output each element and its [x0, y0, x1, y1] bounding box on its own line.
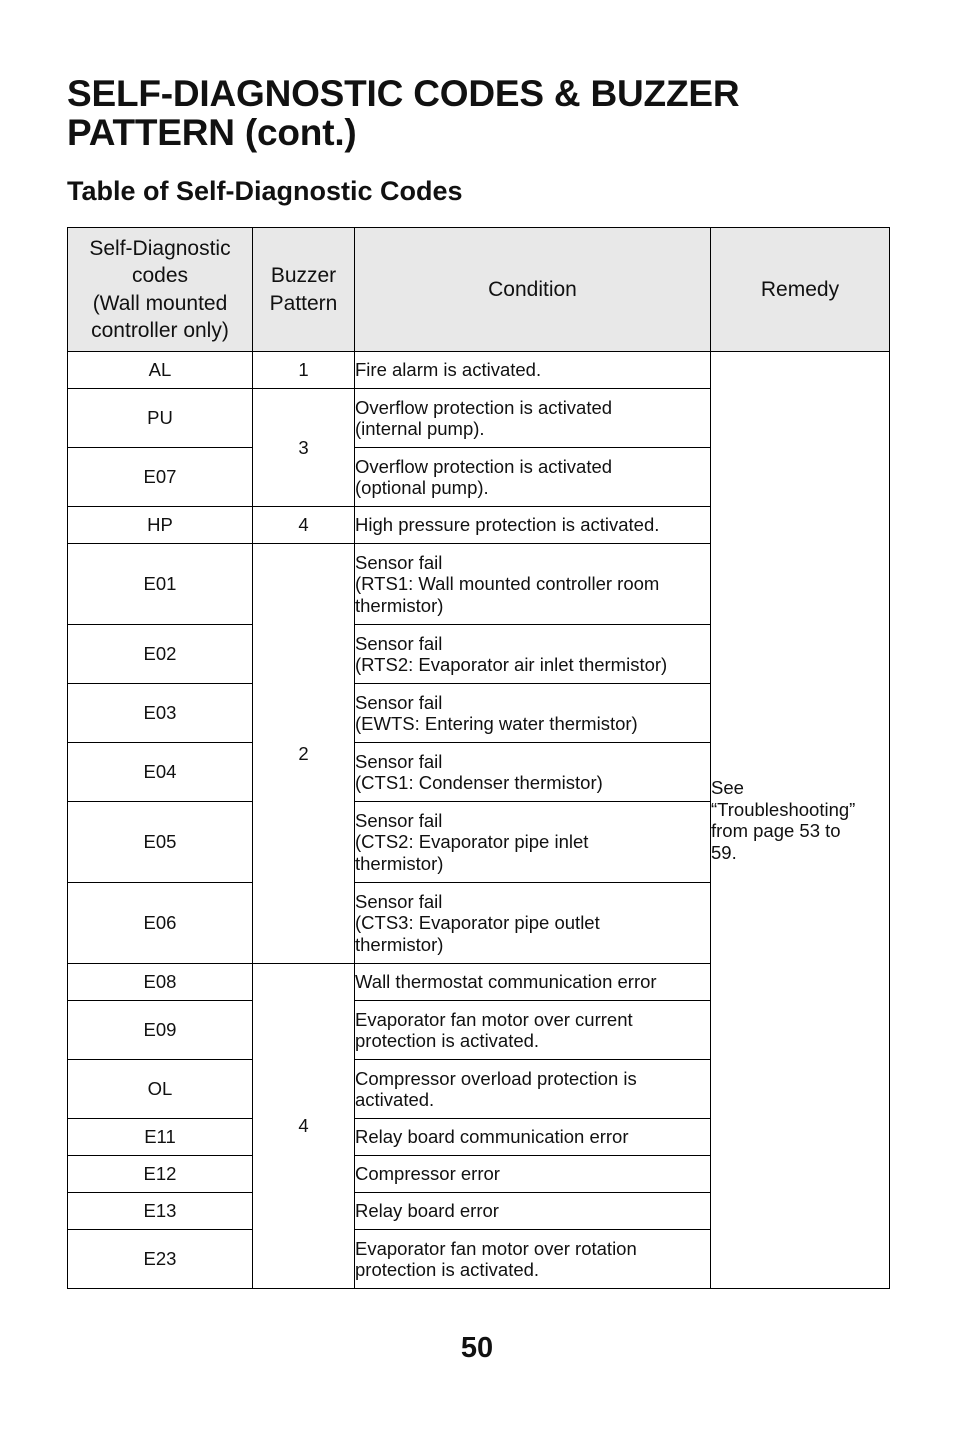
- condition-cell: [355, 1193, 711, 1230]
- code-cell: HP: [68, 507, 253, 544]
- condition-line: thermistor): [355, 852, 444, 874]
- buzzer-pattern-cell: 1: [253, 352, 355, 389]
- condition-cell: [355, 352, 711, 389]
- condition-line: Evaporator fan motor over rotation: [355, 1237, 637, 1259]
- header-condition: Condition: [355, 228, 711, 352]
- code-cell: E11: [68, 1119, 253, 1156]
- remedy-line: 59.: [711, 841, 737, 863]
- code-cell: E02: [68, 625, 253, 684]
- remedy-cell: [711, 352, 890, 1289]
- condition-cell: [355, 448, 711, 507]
- page-number: 50: [460, 1332, 494, 1364]
- condition-line: Sensor fail: [355, 809, 443, 831]
- condition-line: (CTS2: Evaporator pipe inlet: [355, 831, 589, 853]
- condition-cell: [355, 1060, 711, 1119]
- code-cell: E03: [68, 684, 253, 743]
- header-code: [68, 228, 253, 352]
- table-body: [68, 352, 890, 1289]
- diagnostic-codes-table: [67, 227, 890, 1289]
- condition-line: (RTS1: Wall mounted controller room: [355, 573, 660, 595]
- header-line: controller only): [91, 319, 229, 342]
- condition-line: protection is activated.: [355, 1259, 540, 1280]
- code-cell: OL: [68, 1060, 253, 1119]
- condition-cell: [355, 883, 711, 964]
- buzzer-pattern-cell: 4: [253, 964, 355, 1289]
- condition-line: Sensor fail: [355, 551, 443, 573]
- condition-cell: [355, 389, 711, 448]
- code-cell: E13: [68, 1193, 253, 1230]
- code-cell: AL: [68, 352, 253, 389]
- condition-cell: [355, 802, 711, 883]
- header-remedy: Remedy: [711, 228, 890, 352]
- condition-cell: [355, 625, 711, 684]
- condition-line: Relay board error: [355, 1200, 499, 1222]
- code-cell: E05: [68, 802, 253, 883]
- header-line: Self-Diagnostic: [89, 236, 231, 260]
- header-line: codes: [131, 264, 189, 287]
- remedy-line: “Troubleshooting”: [711, 798, 856, 820]
- condition-cell: [355, 1001, 711, 1060]
- condition-line: Overflow protection is activated: [355, 455, 613, 477]
- condition-cell: [355, 507, 711, 544]
- condition-line: activated.: [355, 1089, 435, 1110]
- condition-line: Sensor fail: [355, 890, 443, 912]
- condition-line: Overflow protection is activated: [355, 396, 613, 418]
- page-title: SELF-DIAGNOSTIC CODES & BUZZER PATTERN (cont.): [67, 73, 740, 153]
- table-title: Table of Self-Diagnostic Codes: [67, 176, 463, 206]
- condition-line: Wall thermostat communication error: [355, 971, 657, 993]
- condition-cell: [355, 1119, 711, 1156]
- condition-cell: [355, 684, 711, 743]
- code-cell: E12: [68, 1156, 253, 1193]
- condition-cell: [355, 1156, 711, 1193]
- code-cell: E09: [68, 1001, 253, 1060]
- condition-line: Sensor fail: [355, 632, 443, 654]
- table-row: [68, 352, 890, 389]
- code-cell: E23: [68, 1230, 253, 1289]
- condition-line: protection is activated.: [355, 1030, 540, 1051]
- condition-line: thermistor): [355, 933, 444, 955]
- code-cell: E04: [68, 743, 253, 802]
- header-line: (Wall mounted: [92, 291, 228, 315]
- code-cell: E07: [68, 448, 253, 507]
- buzzer-pattern-cell: 4: [253, 507, 355, 544]
- code-cell: E06: [68, 883, 253, 964]
- condition-line: Relay board communication error: [355, 1126, 629, 1148]
- condition-line: Fire alarm is activated.: [355, 359, 542, 381]
- condition-line: (RTS2: Evaporator air inlet thermistor): [355, 654, 668, 675]
- code-cell: PU: [68, 389, 253, 448]
- condition-line: Compressor error: [355, 1163, 500, 1185]
- condition-line: (internal pump).: [355, 418, 485, 439]
- remedy-line: from page 53 to: [711, 820, 841, 841]
- table-header-row: [68, 228, 890, 352]
- condition-line: Compressor overload protection is: [355, 1067, 637, 1089]
- condition-line: (optional pump).: [355, 477, 489, 498]
- condition-line: (CTS3: Evaporator pipe outlet: [355, 912, 600, 934]
- condition-line: Sensor fail: [355, 691, 443, 713]
- code-cell: E08: [68, 964, 253, 1001]
- buzzer-pattern-cell: 3: [253, 389, 355, 507]
- condition-cell: [355, 743, 711, 802]
- buzzer-pattern-cell: 2: [253, 544, 355, 964]
- remedy-line: See: [711, 777, 744, 798]
- condition-cell: [355, 1230, 711, 1289]
- header-buzzer-pattern: [253, 228, 355, 352]
- condition-cell: [355, 964, 711, 1001]
- condition-line: thermistor): [355, 594, 444, 616]
- condition-cell: [355, 544, 711, 625]
- condition-line: Evaporator fan motor over current: [355, 1008, 633, 1030]
- condition-line: Sensor fail: [355, 750, 443, 772]
- code-cell: E01: [68, 544, 253, 625]
- condition-line: (CTS1: Condenser thermistor): [355, 772, 603, 793]
- header-line: Buzzer: [270, 264, 337, 287]
- header-line: Pattern: [269, 291, 338, 315]
- condition-line: (EWTS: Entering water thermistor): [355, 713, 638, 734]
- condition-line: High pressure protection is activated.: [355, 514, 660, 536]
